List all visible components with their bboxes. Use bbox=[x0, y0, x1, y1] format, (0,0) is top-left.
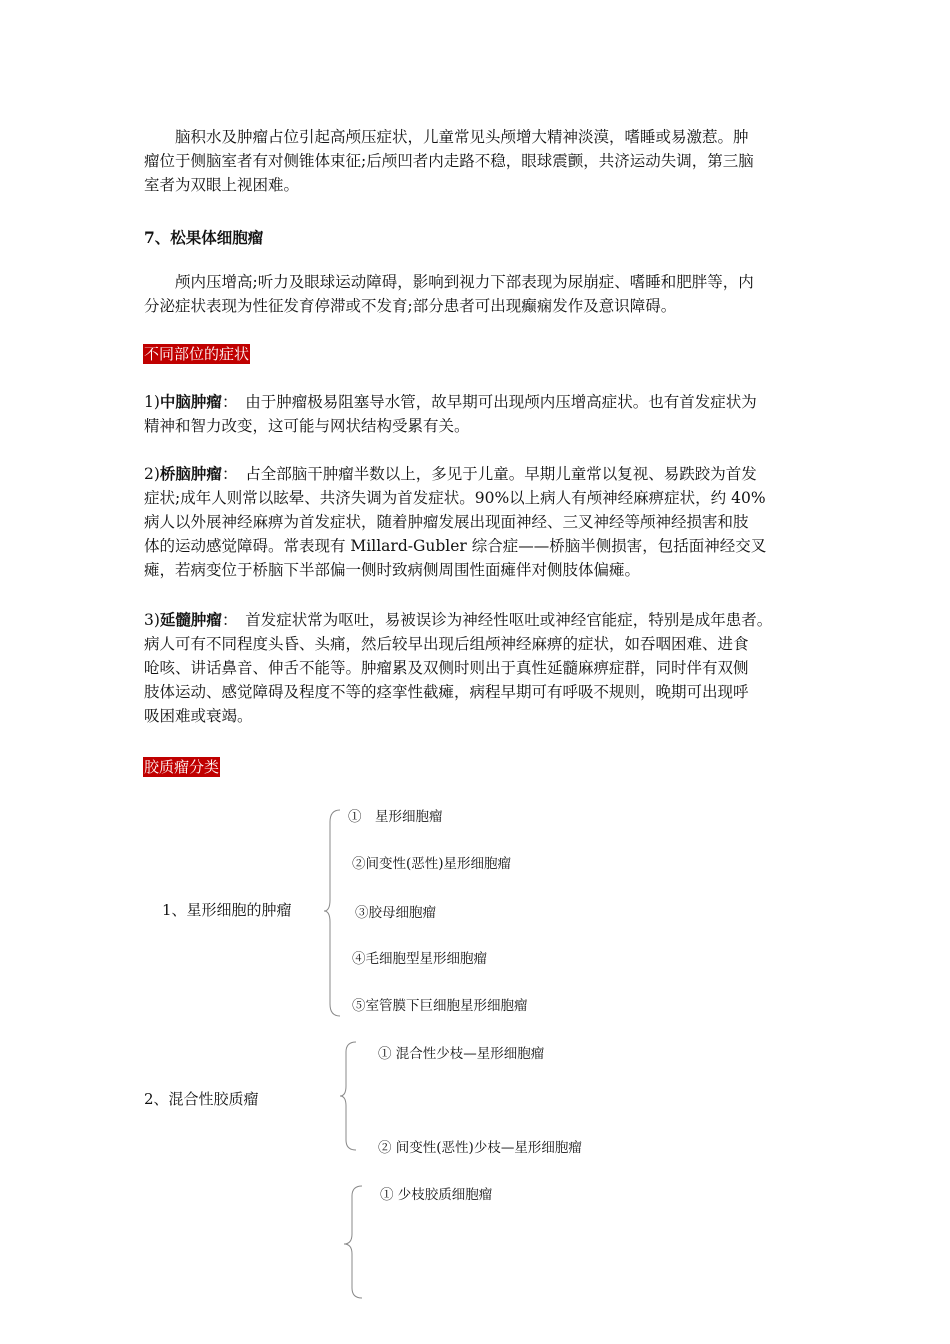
midbrain-line: 1)中脑肿瘤： 由于肿瘤极易阻塞导水管，故早期可出现颅内压增高症状。也有首发症状为 bbox=[144, 392, 757, 411]
medulla-line: 肢体运动、感觉障碍及程度不等的痉挛性截瘫，病程早期可有呼吸不规则，晚期可出现呼 bbox=[144, 683, 749, 701]
medulla-line: 病人可有不同程度头昏、头痛，然后较早出现后组颅神经麻痹的症状，如吞咽困难、进食 bbox=[144, 635, 749, 653]
pineal-line: 分泌症状表现为性征发育停滞或不发育;部分患者可出现癫痫发作及意识障碍。 bbox=[144, 297, 677, 315]
intro-line: 室者为双眼上视困难。 bbox=[144, 176, 300, 194]
pons-line: 体的运动感觉障碍。常表现有 Millard-Gubler 综合症——桥脑半侧损害，包括面神经交叉 bbox=[144, 537, 767, 555]
pons-term: 桥脑肿瘤 bbox=[159, 464, 222, 483]
section-heading-pineal: 7、松果体细胞瘤 bbox=[144, 228, 264, 247]
group1-item: ③胶母细胞瘤 bbox=[355, 905, 436, 921]
group1-item: ⑤室管膜下巨细胞星形细胞瘤 bbox=[352, 998, 528, 1014]
midbrain-paragraph bbox=[144, 390, 757, 438]
intro-line: 瘤位于侧脑室者有对侧锥体束征;后颅凹者内走路不稳，眼球震颤，共济运动失调，第三脑 bbox=[144, 152, 754, 170]
pineal-line: 颅内压增高;听力及眼球运动障碍，影响到视力下部表现为尿崩症、嗜睡和肥胖等，内 bbox=[144, 273, 754, 291]
intro-line: 脑积水及肿瘤占位引起高颅压症状，儿童常见头颅增大精神淡漠，嗜睡或易激惹。肿 bbox=[144, 128, 749, 146]
group1-item: ②间变性(恶性)星形细胞瘤 bbox=[352, 856, 512, 872]
medulla-line: 呛咳、讲话鼻音、伸舌不能等。肿瘤累及双侧时则出于真性延髓麻痹症群，同时伴有双侧 bbox=[144, 659, 749, 677]
pons-line: 瘫，若病变位于桥脑下半部偏一侧时致病侧周围性面瘫伴对侧肢体偏瘫。 bbox=[144, 561, 641, 579]
group1-label: 1、星形细胞的肿瘤 bbox=[162, 901, 292, 919]
medulla-paragraph bbox=[144, 608, 772, 728]
midbrain-line: 精神和智力改变，这可能与网状结构受累有关。 bbox=[144, 417, 470, 435]
group3-brace bbox=[342, 1184, 366, 1300]
tag-glioma-classification: 胶质瘤分类 bbox=[144, 758, 220, 776]
pons-line: 2)桥脑肿瘤： 占全部脑干肿瘤半数以上，多见于儿童。早期儿童常以复视、易跌跤为首发 bbox=[144, 464, 757, 483]
group1-brace bbox=[322, 808, 344, 1018]
group3-item: ① 少枝胶质细胞瘤 bbox=[380, 1187, 493, 1203]
pons-paragraph bbox=[144, 462, 766, 582]
group1-item: ④毛细胞型星形细胞瘤 bbox=[352, 951, 487, 967]
group2-brace bbox=[338, 1040, 360, 1152]
medulla-term: 延髓肿瘤 bbox=[159, 610, 222, 629]
medulla-line: 吸困难或衰竭。 bbox=[144, 707, 253, 725]
medulla-line: 3)延髓肿瘤： 首发症状常为呕吐，易被误诊为神经性呕吐或神经官能症，特别是成年患者。 bbox=[144, 610, 773, 629]
tag-symptoms-by-location: 不同部位的症状 bbox=[144, 345, 250, 363]
group2-label: 2、混合性胶质瘤 bbox=[144, 1090, 259, 1108]
pons-line: 症状;成年人则常以眩晕、共济失调为首发症状。90%以上病人有颅神经麻痹症状，约 40% bbox=[144, 489, 766, 507]
group1-item: ① 星形细胞瘤 bbox=[348, 809, 443, 825]
intro-paragraph bbox=[144, 125, 754, 197]
group2-item: ① 混合性少枝—星形细胞瘤 bbox=[378, 1046, 545, 1062]
pineal-paragraph bbox=[144, 270, 754, 318]
group2-item: ② 间变性(恶性)少枝—星形细胞瘤 bbox=[378, 1140, 582, 1156]
midbrain-term: 中脑肿瘤 bbox=[159, 392, 222, 411]
pons-line: 病人以外展神经麻痹为首发症状，随着肿瘤发展出现面神经、三叉神经等颅神经损害和肢 bbox=[144, 513, 749, 531]
